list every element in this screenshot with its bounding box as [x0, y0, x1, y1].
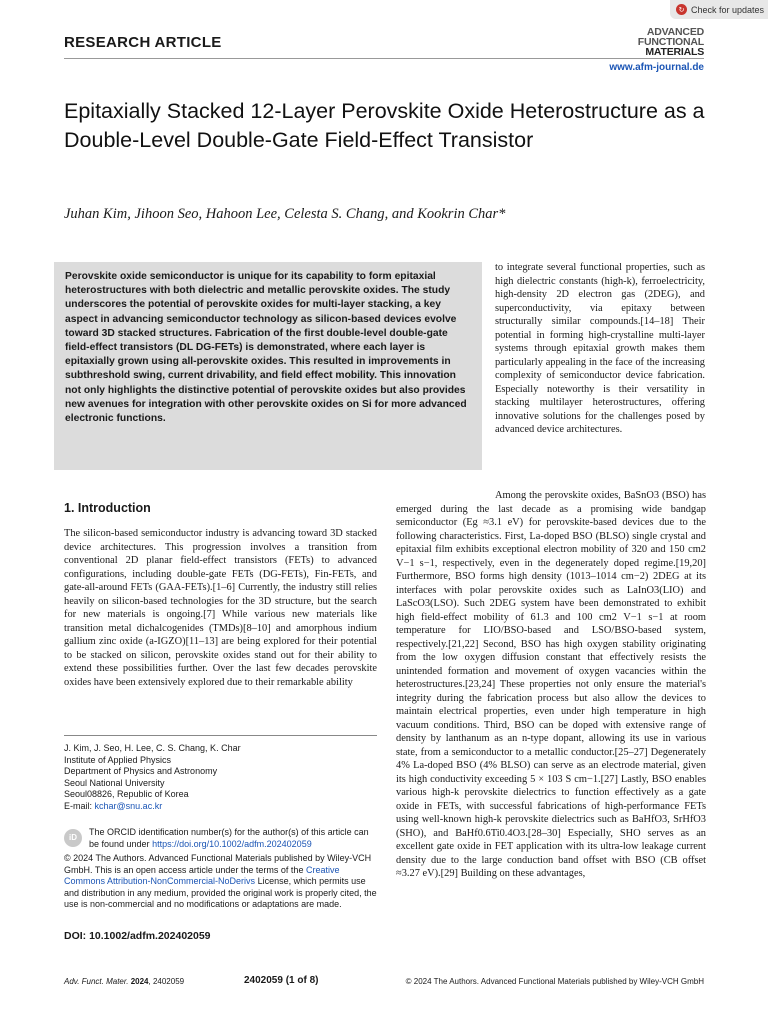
- email-link[interactable]: kchar@snu.ac.kr: [94, 800, 163, 811]
- journal-logo: [638, 27, 704, 57]
- footer-citation: Adv. Funct. Mater. 2024, 2402059: [64, 977, 185, 986]
- affiliation-line: Institute of Applied Physics: [64, 754, 172, 765]
- header-rule: [64, 58, 704, 59]
- orcid-icon: iD: [64, 829, 82, 847]
- section-label: RESEARCH ARTICLE: [64, 34, 222, 51]
- affiliation-line: J. Kim, J. Seo, H. Lee, C. S. Chang, K. Char: [64, 743, 241, 753]
- right-column-top: [495, 261, 705, 437]
- affiliation-line: Seoul National University: [64, 777, 165, 788]
- logo-line-3: MATERIALS: [645, 46, 704, 58]
- footer-year: 2024: [130, 977, 149, 986]
- license-text: © 2024 The Authors. Advanced Functional Materials published by Wiley-VCH GmbH. This is an open access article under the terms of the: [64, 853, 372, 875]
- doi: DOI: 10.1002/adfm.202402059: [64, 930, 211, 942]
- abstract-text: Perovskite oxide semiconductor is unique for its capability to form epitaxial heterostructures with both dielectric and metallic perovskite oxides. The study underscores the potential of perovskite oxides for multi-layer stacking, a key aspect in advancing semiconductor technology as silicon-based devices evolve toward 3D stacked structures. Fabrication of the first double-level double-gate field-effect transistors (DL DG-FETs) is demonstrated, where each layer is epitaxially grown using all-perovskite oxides. This resulted in improvements in subthreshold swing, current drivability, and field effect mobility. This innovation not only highlights the distinctive potential of perovskite oxides but also provides new avenues for integration with other perovskite oxides on Si for more advanced electronic functions.: [65, 271, 467, 425]
- footnote-rule: [64, 735, 377, 736]
- logo-line-1: ADVANCED: [646, 26, 704, 38]
- orcid-text: The ORCID identification number(s) for the author(s) of this article can be found under: [89, 827, 369, 849]
- page-number: 2402059 (1 of 8): [244, 975, 319, 986]
- refresh-icon: ↻: [676, 4, 687, 15]
- footer-copyright: © 2024 The Authors. Advanced Functional Materials published by Wiley-VCH GmbH: [405, 977, 704, 986]
- license-note: [64, 853, 377, 911]
- footer-article-no: 2402059: [152, 977, 185, 986]
- article-title: Epitaxially Stacked 12-Layer Perovskite Oxide Heterostructure as a Double-Level Double-Gate Field-Effect Transistor: [64, 99, 705, 152]
- left-column: [64, 527, 377, 689]
- license-text-2: License, which permits use and distribution in any medium, provided the original work is properly cited, the use is non-commercial and no modifications or adaptations are made.: [64, 876, 377, 909]
- email-label: E-mail:: [64, 800, 93, 811]
- orcid-note: [64, 827, 377, 850]
- logo-line-2: FUNCTIONAL: [637, 36, 704, 48]
- footer-journal: Adv. Funct. Mater.: [64, 977, 129, 986]
- paragraph: to integrate several functional properties, such as high dielectric constants (high-k), ferroelectricity, high-density 2D electron gas (2DEG), and superconductivity, via epitaxy between structurally similar compounds.[14–18] Their potential in forming high-crystalline multi-layer systems through epitaxial growth makes them particularly appealing in the face of the increasing complexity of semiconductor device fabrication. Especially noteworthy is their versatility in stacking multilayer heterostructures, offering innovative solutions for the challenges posed by advanced device architectures.: [495, 262, 705, 435]
- affiliation-block: [64, 743, 377, 812]
- section-heading: 1. Introduction: [64, 501, 151, 515]
- abstract-box: [54, 262, 482, 470]
- paragraph: Among the perovskite oxides, BaSnO3 (BSO) has emerged during the last decade as a promising wide bandgap semiconductor (Eg ≈3.1 eV) for perovskite-based devices due to the following characteristics. First, La-doped BSO (BLSO) single crystal and epitaxial film exhibits exceptional electron mobility of 320 and 150 cm2 V−1 s−1, respectively, even in the degenerately doped regime.[19,20] Furthermore, BSO forms high density (1013–1014 cm−2) 2DEG at its interfaces with polar perovskite oxides such as LaInO3(LIO) and LaScO3(LSO). Such 2DEG system have been demonstrated to exhibit high field-effect mobility of 61.3 and 100 cm2 V−1 s−1 at room temperature for LIO/BSO-based and LSO/BSO-based system, respectively.[21,22] Second, BSO has high oxygen stability originating from the low oxygen diffusion constant that effectively resists the unintended formation and movement of oxygen vacancies within the heterostructures.[23,24] These properties not only ensure the material's integrity during the fabrication process but also allow the devices to maintain electrical properties, even under high temperature in high vacuum conditions. Third, BSO can be doped with extensive range of density by lanthanum as an n-type dopant, allowing its use in various state, from a semiconductor to a metallic conductor.[25–27] Degenerately 4% La-doped BSO (4% BLSO) can serve as an electrode material, given its high conductivity exceeding 5 × 103 S cm−1.[27] Lastly, BSO enables various high-k perovskite dielectrics to function effectively as a gate oxide in FETs, with successful fabrications of high-performance FETs using well-known high-k perovskite dielectrics such as BaHfO3, SrHfO3 (SHO), and BaHf0.6Ti0.4O3.[28–30] Especially, SHO serves as an excellent gate oxide in FET application with its ultra-low leakage current density due to the large conduction band offset with BSO (CB offset ≈3.27 eV).[29] Building on these advantages,: [396, 490, 706, 879]
- right-column: [396, 489, 706, 881]
- affiliation-line: Department of Physics and Astronomy: [64, 766, 218, 776]
- license-link[interactable]: Creative Commons Attribution-NonCommercial-NoDerivs: [64, 864, 340, 886]
- author-list: Juhan Kim, Jihoon Seo, Hahoon Lee, Celesta S. Chang, and Kookrin Char*: [64, 206, 506, 222]
- orcid-link[interactable]: https://doi.org/10.1002/adfm.202402059: [152, 838, 312, 849]
- journal-url-link[interactable]: www.afm-journal.de: [609, 62, 704, 73]
- paragraph: The silicon-based semiconductor industry is advancing toward 3D stacked device architectures. This progression involves a transition from conventional 2D planar field-effect transistors (FETs) to advanced configurations, including double-gate FETs (DG-FETs), Fin-FETs, and gate-all-around FETs (GAA-FETs).[1–6] Currently, the industry still relies heavily on silicon-based technologies for the 3D structure, but the search for new materials is ongoing.[7] While various new materials like transition metal dichalcogenides (TMDs)[8–10] and amorphous indium gallium zinc oxide (a-IGZO)[11–13] are being explored for their potential to be stacked on silicon, perovskite oxides stand out for their ability to extend these possibilities further. Over the last few decades perovskite oxides have been extensively explored due to their remarkable ability: [64, 528, 377, 688]
- check-updates-label: Check for updates: [691, 4, 765, 15]
- check-for-updates-button[interactable]: [670, 0, 768, 19]
- affiliation-line: Seoul08826, Republic of Korea: [64, 789, 189, 799]
